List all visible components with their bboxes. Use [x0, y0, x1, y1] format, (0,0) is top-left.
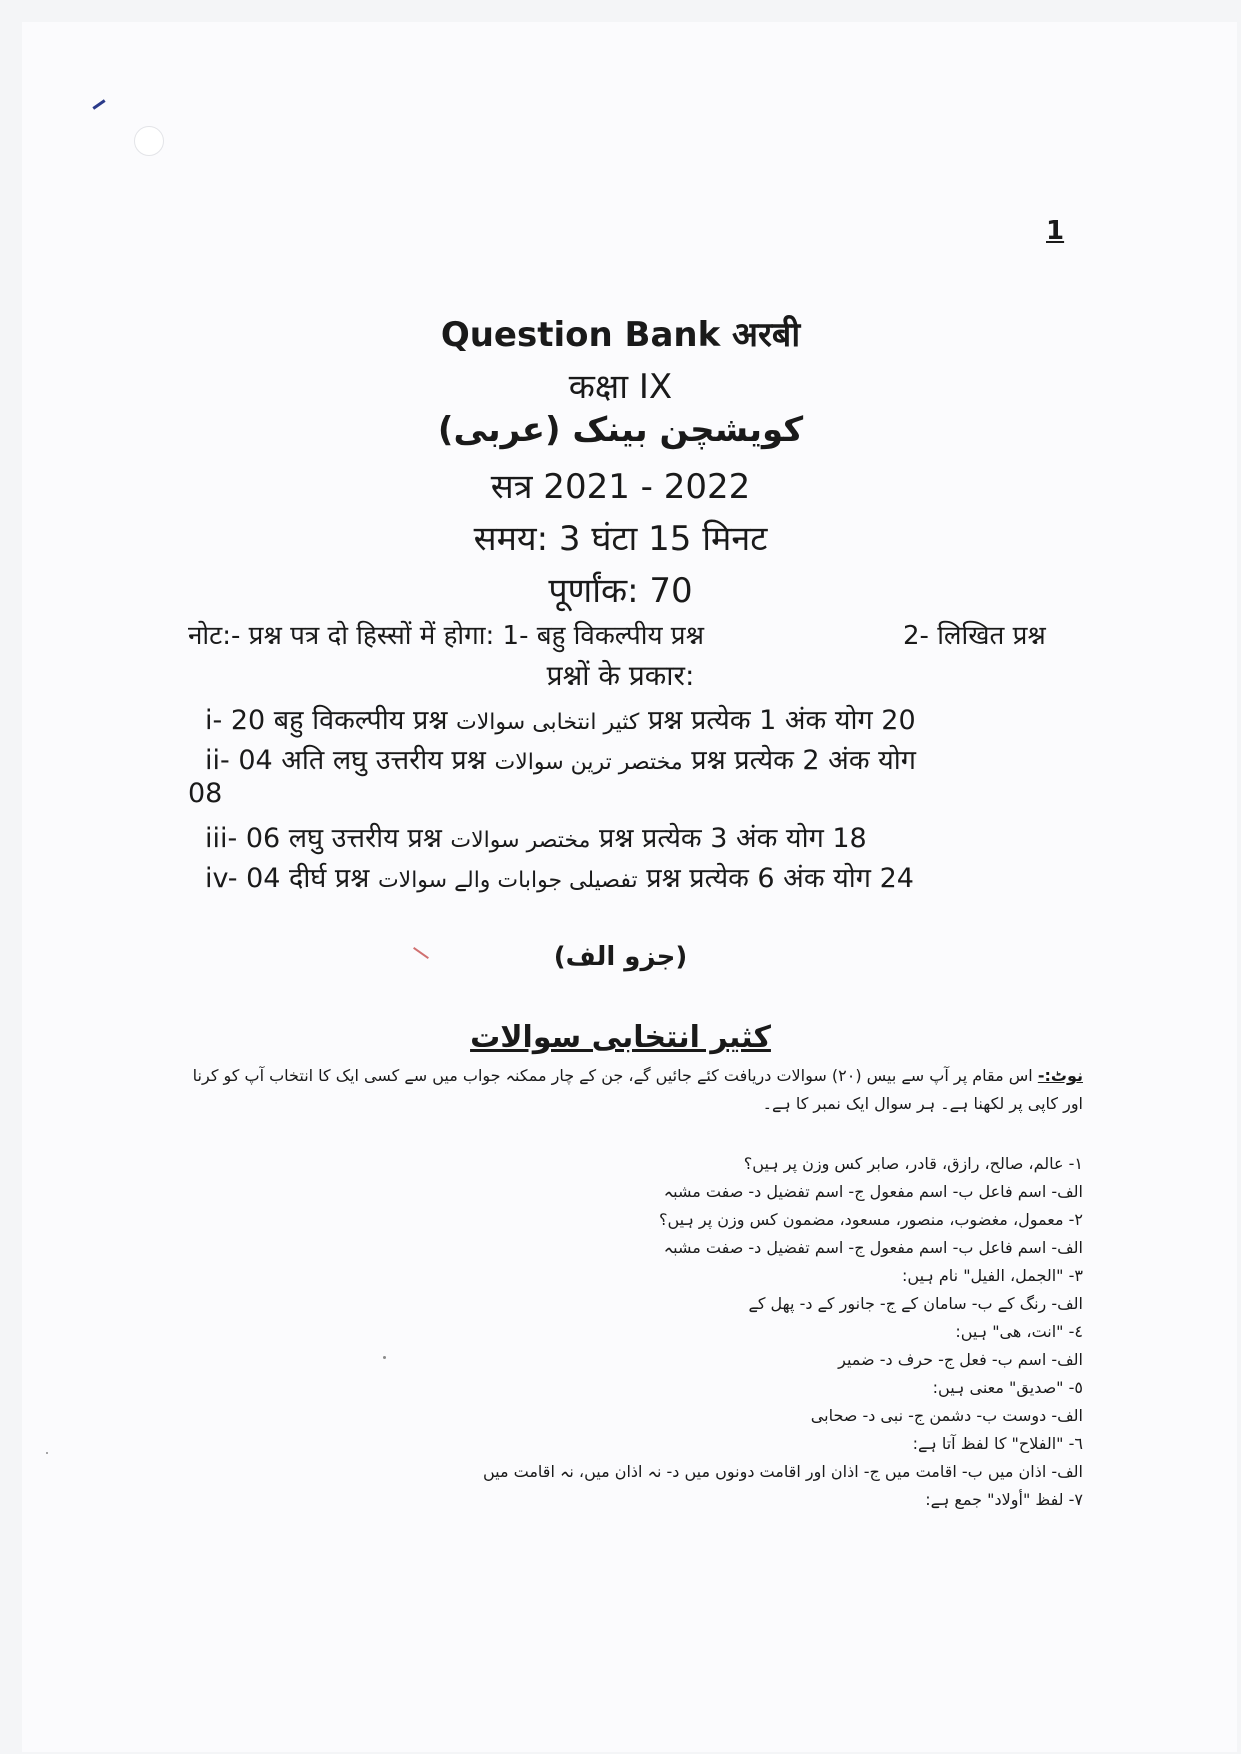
mcq-heading-text: کثیر انتخابی سوالات [470, 1020, 771, 1055]
question-type-row [205, 818, 867, 855]
instructions-text: اس مقام پر آپ سے بیس (۲۰) سوالات دریافت کئے جائیں گے، جن کے چار ممکنہ جواب میں سے کسی ایک کا انتخاب آپ کو کرنا اور کاپی پر لکھنا ہے۔ ہر سوال ایک نمبر کا ہے۔ [192, 1066, 1083, 1113]
options-line: الف- اسم فاعل ب- اسم مفعول ج- اسم تفضیل د- صفت مشبہ [663, 1182, 1083, 1201]
types-heading: प्रश्नों के प्रकार: [546, 659, 695, 692]
question-line: ۲- معمول، مغضوب، منصور، مسعود، مضمون کس وزن پر ہیں؟ [658, 1210, 1083, 1229]
max-marks-line: पूर्णांक: 70 [548, 571, 693, 611]
question-type-label: iii- 06 लघु उत्तरीय प्रश्न [205, 823, 442, 854]
question-type-urdu: کثیر انتخابی سوالات [456, 710, 640, 735]
note-first: नोट:- प्रश्न पत्र दो हिस्सों में होगा: 1- बहु विकल्पीय प्रश्न [188, 621, 704, 651]
question-type-total: 08 [188, 778, 223, 809]
instructions-label: نوٹ:- [1037, 1066, 1083, 1085]
urdu-title: کویشچن بینک (عربی) [437, 410, 804, 450]
class-line: कक्षा IX [568, 367, 673, 407]
question-type-tail: प्रश्न प्रत्येक 6 अंक योग 24 [646, 863, 914, 894]
instructions-paragraph [183, 1062, 1083, 1118]
page-title: Question Bank अरबी [440, 315, 801, 355]
question-type-tail: प्रश्न प्रत्येक 3 अंक योग 18 [599, 823, 867, 854]
question-type-row [205, 700, 916, 737]
mcq-heading [0, 1020, 1241, 1055]
question-line: ۷- لفظ "أولاد" جمع ہے: [925, 1490, 1083, 1509]
options-line: الف- دوست ب- دشمن ج- نبی د- صحابی [810, 1406, 1083, 1425]
question-type-label: iv- 04 दीर्घ प्रश्न [205, 863, 370, 894]
session-line: सत्र 2021 - 2022 [490, 467, 751, 507]
question-type-tail: प्रश्न प्रत्येक 2 अंक योग [691, 745, 916, 776]
question-type-urdu: مختصر ترین سوالات [494, 750, 683, 775]
options-line: الف- اذان میں ب- اقامت میں ج- اذان اور اقامت دونوں میں د- نہ اذان میں، نہ اقامت میں [482, 1462, 1083, 1481]
question-line: ۱- عالم، صالح، رازق، قادر، صابر کس وزن پر ہیں؟ [743, 1154, 1083, 1173]
options-line: الف- اسم فاعل ب- اسم مفعول ج- اسم تفضیل د- صفت مشبہ [663, 1238, 1083, 1257]
note-second: 2- लिखित प्रश्न [903, 621, 1046, 651]
question-line: ٤- "انت، ھی" ہیں: [955, 1322, 1083, 1341]
time-line: समय: 3 घंटा 15 मिनट [473, 519, 768, 559]
punch-hole [134, 126, 164, 156]
section-part-a: (جزو الف) [553, 942, 688, 972]
question-type-label: i- 20 बहु विकल्पीय प्रश्न [205, 705, 448, 736]
question-type-urdu: مختصر سوالات [450, 828, 591, 853]
options-line: الف- اسم ب- فعل ج- حرف د- ضمیر [838, 1350, 1083, 1369]
question-line: ٥- "صدیق" معنی ہیں: [932, 1378, 1083, 1397]
question-line: ٦- "الفلاح" کا لفظ آتا ہے: [912, 1434, 1083, 1453]
note-line [188, 616, 1088, 652]
question-type-label: ii- 04 अति लघु उत्तरीय प्रश्न [205, 745, 486, 776]
scan-speck [46, 1452, 48, 1454]
question-type-row [205, 858, 914, 895]
question-line: ۳- "الجمل، الفیل" نام ہیں: [902, 1266, 1083, 1285]
question-type-urdu: تفصیلی جوابات والے سوالات [377, 868, 638, 893]
question-type-row [205, 740, 916, 777]
question-type-tail: प्रश्न प्रत्येक 1 अंक योग 20 [647, 705, 916, 736]
page-number: 1 [1046, 216, 1065, 246]
options-line: الف- رنگ کے ب- سامان کے ج- جانور کے د- پھل کے [748, 1294, 1083, 1313]
question-list [183, 1150, 1083, 1514]
